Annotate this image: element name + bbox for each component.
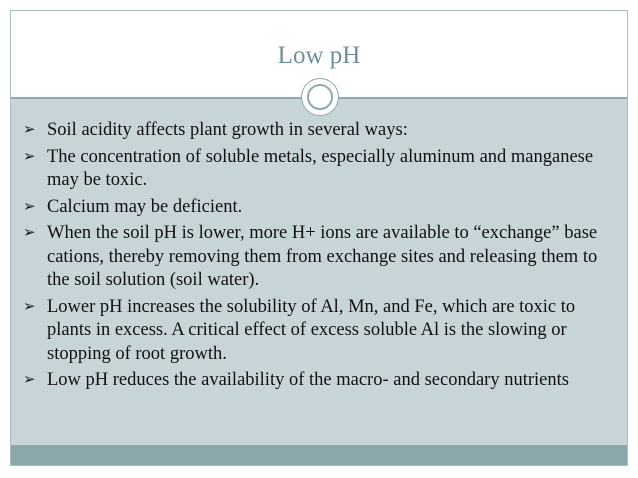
bullet-text: Low pH reduces the availability of the macro- and secondary nutrients (47, 370, 569, 390)
circle-ornament-icon (301, 78, 339, 116)
bullet-text: When the soil pH is lower, more H+ ions are available to “exchange” base cations, thereby removing them from exchange sites and releasing them to the soil solution (soil water). (47, 223, 598, 290)
list-item (19, 296, 619, 367)
list-item (19, 222, 619, 293)
footer-bar (11, 445, 627, 465)
content-area (11, 97, 627, 446)
bullet-list (19, 119, 619, 396)
list-item (19, 196, 619, 220)
arrow-bullet-icon: ➢ (23, 372, 36, 388)
arrow-bullet-icon: ➢ (23, 148, 36, 165)
circle-ornament-inner (307, 84, 333, 110)
bullet-text: Calcium may be deficient. (47, 196, 243, 217)
arrow-bullet-icon: ➢ (23, 225, 36, 241)
arrow-bullet-icon: ➢ (23, 298, 36, 315)
list-item (19, 119, 619, 143)
bullet-text: Lower pH increases the solubility of Al, Mn, and Fe, which are toxic to plants in excess. A critical effect of excess soluble Al is the slowing or stopping of root growth. (47, 296, 576, 364)
slide (10, 10, 628, 466)
arrow-bullet-icon: ➢ (23, 122, 36, 138)
list-item (19, 146, 619, 193)
arrow-bullet-icon: ➢ (23, 198, 36, 215)
list-item (19, 369, 619, 393)
bullet-text: Soil acidity affects plant growth in several ways: (47, 120, 408, 140)
bullet-text: The concentration of soluble metals, especially aluminum and manganese may be toxic. (47, 146, 594, 190)
slide-title: Low pH (277, 42, 361, 69)
